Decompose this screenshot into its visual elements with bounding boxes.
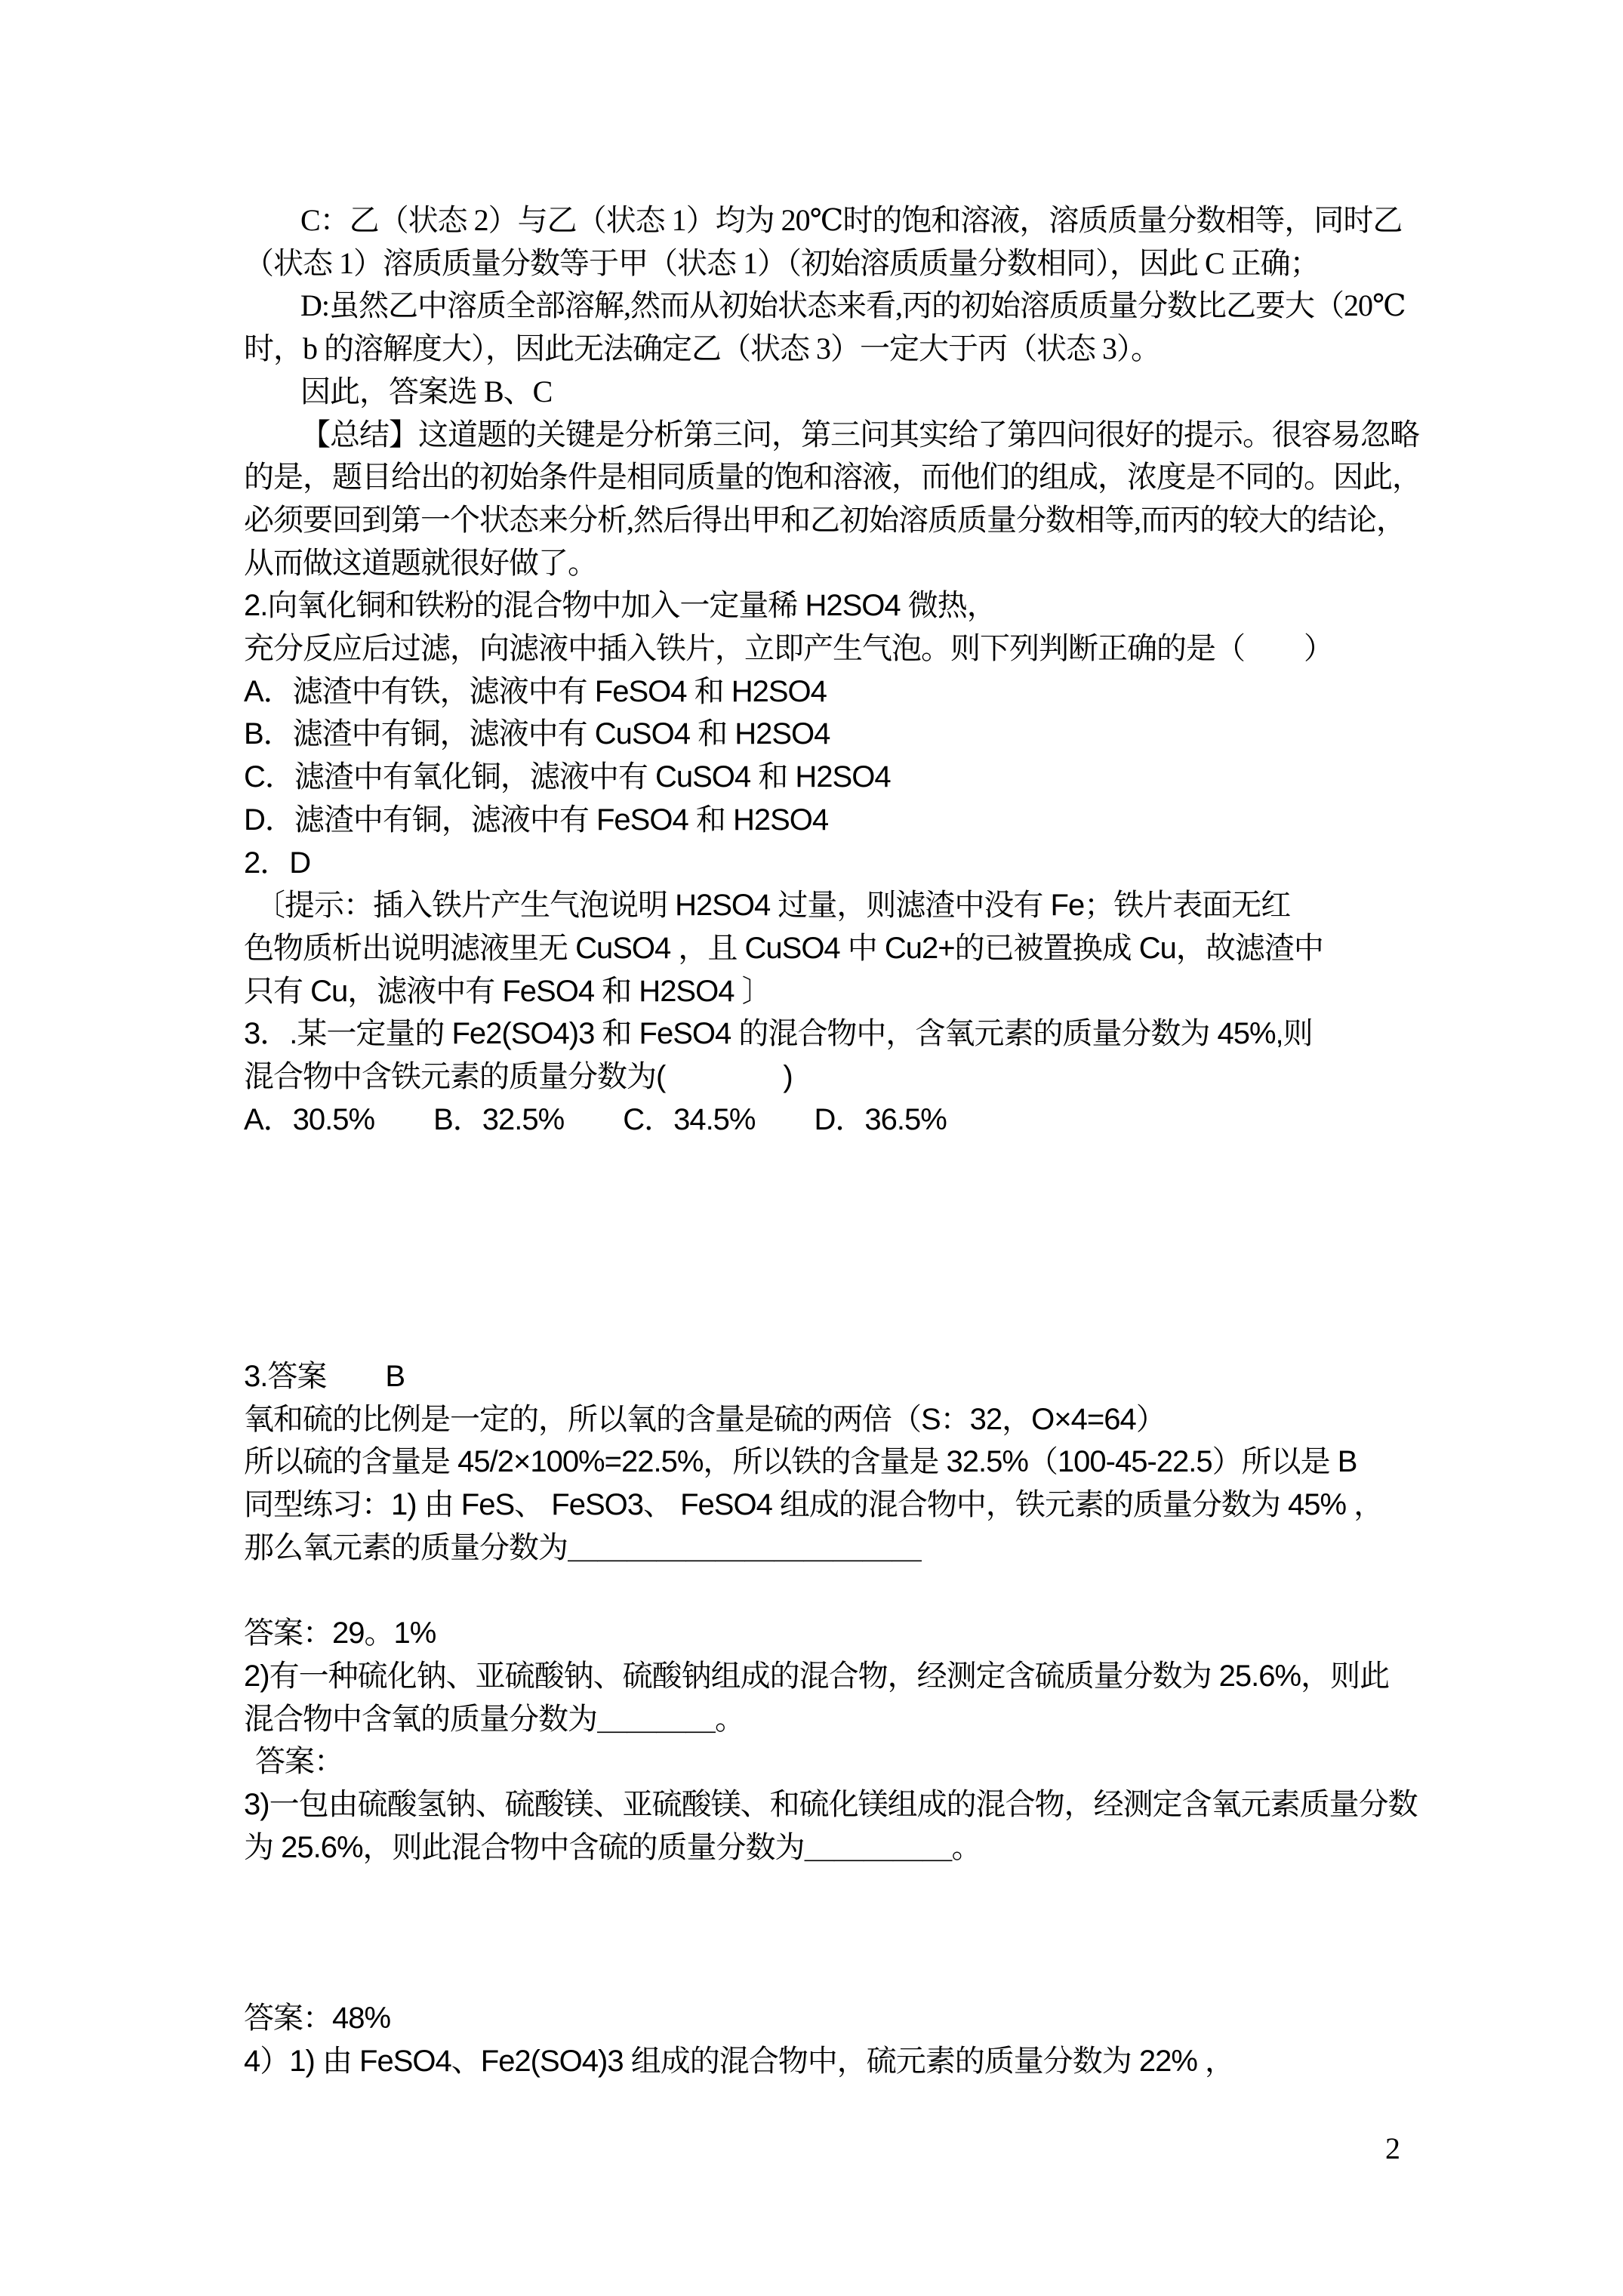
text-line: 2.向氧化铜和铁粉的混合物中加入一定量稀 H2SO4 微热， (244, 589, 996, 623)
text-line: A．30.5% B．32.5% C．34.5% D．36.5% (244, 1102, 947, 1136)
text-line: 氧和硫的比例是一定的，所以氧的含量是硫的两倍（S：32，O×4=64） (244, 1402, 1166, 1436)
text-line: 所以硫的含量是 45/2×100%=22.5%，所以铁的含量是 32.5%（100-45-22.5）所以是 B (244, 1445, 1357, 1479)
document-body (244, 199, 1421, 2083)
text-line: 为 25.6%，则此混合物中含硫的质量分数为＿＿＿＿＿。 (244, 1830, 981, 1864)
text-line: 2)有一种硫化钠、亚硫酸钠、硫酸钠组成的混合物，经测定含硫质量分数为 25.6%，则此 (244, 1659, 1390, 1693)
text-line: B．滤渣中有铜，滤液中有 CuSO4 和 H2SO4 (244, 717, 830, 751)
text-line: 〔提示：插入铁片产生气泡说明 H2SO4 过量，则滤渣中没有 Fe；铁片表面无红 (255, 889, 1291, 923)
text-line: 4）1) 由 FeSO4、Fe2(SO4)3 组成的混合物中，硫元素的质量分数为 22% ， (244, 2045, 1235, 2079)
text-line: 答案：29。1% (244, 1616, 436, 1650)
text-line: 那么氧元素的质量分数为＿＿＿＿＿＿＿＿＿＿＿＿ (244, 1530, 921, 1564)
text-line (244, 1955, 1421, 1998)
text-line: 必须要回到第一个状态来分析,然后得出甲和乙初始溶质质量分数相等,而丙的较大的结论， (244, 502, 1406, 537)
text-line: 3．.某一定量的 Fe2(SO4)3 和 FeSO4 的混合物中，含氧元素的质量分数为 45%,则 (244, 1017, 1313, 1051)
text-line: 时，b 的溶解度大），因此无法确定乙（状态 3）一定大于丙（状态 3）。 (244, 331, 1160, 366)
text-line: 混合物中含铁元素的质量分数为( ) (244, 1060, 793, 1094)
text-line: D．滤渣中有铜，滤液中有 FeSO4 和 H2SO4 (244, 803, 829, 837)
text-line: 的是，题目给出的初始条件是相同质量的饱和溶液，而他们的组成，浓度是不同的。因此， (244, 460, 1421, 495)
text-line: 【总结】这道题的关键是分析第三问，第三问其实给了第四问很好的提示。很容易忽略 (300, 417, 1419, 451)
text-line (244, 1569, 1421, 1612)
text-line: C．滤渣中有氧化铜，滤液中有 CuSO4 和 H2SO4 (244, 760, 891, 794)
text-line: 充分反应后过滤，向滤液中插入铁片，立即产生气泡。则下列判断正确的是（ ） (244, 632, 1333, 666)
text-line: 答案： (255, 1745, 343, 1779)
text-line: 3)一包由硫酸氢钠、硫酸镁、亚硫酸镁、和硫化镁组成的混合物，经测定含氧元素质量分数 (244, 1787, 1418, 1821)
text-line: C：乙（状态 2）与乙（状态 1）均为 20℃时的饱和溶液，溶质质量分数相等，同时乙 (300, 203, 1403, 237)
text-line: 只有 Cu，滤液中有 FeSO4 和 H2SO4 〕 (244, 974, 771, 1008)
text-line (244, 1312, 1421, 1355)
text-line: 答案：48% (244, 2002, 391, 2036)
text-line: 因此，答案选 B、C (300, 374, 553, 408)
text-line: 色物质析出说明滤液里无 CuSO4 ，且 CuSO4 中 Cu2+的已被置换成 Cu，故滤渣中 (244, 931, 1323, 965)
text-line (244, 1184, 1421, 1227)
text-line: 从而做这道题就很好做了。 (244, 545, 597, 580)
text-line (244, 1270, 1421, 1313)
text-line: 2．D (244, 846, 311, 880)
text-line (244, 1869, 1421, 1912)
text-line (244, 1227, 1421, 1270)
text-line: （状态 1）溶质质量分数等于甲（状态 1）（初始溶质质量分数相同），因此 C 正确； (244, 245, 1320, 280)
text-line: 混合物中含氧的质量分数为＿＿＿＿。 (244, 1702, 744, 1736)
page-number: 2 (1385, 2131, 1400, 2165)
text-line (244, 1912, 1421, 1955)
text-line: A．滤渣中有铁，滤液中有 FeSO4 和 H2SO4 (244, 674, 827, 708)
text-line: 3.答案 B (244, 1359, 405, 1393)
text-line: D:虽然乙中溶质全部溶解,然而从初始状态来看,丙的初始溶质质量分数比乙要大（20℃ (300, 288, 1406, 323)
text-line: 同型练习：1) 由 FeS、 FeSO3、 FeSO4 组成的混合物中，铁元素的质量分数为 45% ， (244, 1488, 1384, 1522)
text-line (244, 1141, 1421, 1184)
